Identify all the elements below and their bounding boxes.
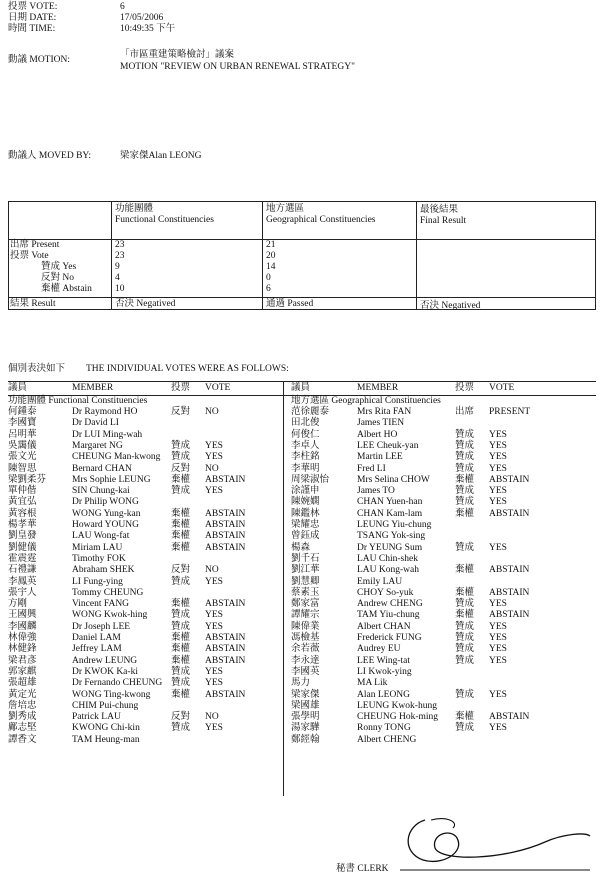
member-name-zh: 馬力 — [291, 678, 311, 689]
member-name-en: WONG Kwok-hing — [72, 610, 148, 621]
member-row — [0, 441, 600, 452]
member-name-zh: 鄺志堅 — [8, 723, 37, 734]
member-row — [0, 577, 600, 588]
final-result: 否決 Negatived — [420, 301, 481, 311]
vote-zh: 反對 — [171, 712, 191, 723]
vote-zh: 贊成 — [455, 621, 475, 632]
member-name-en: Dr Joseph LEE — [72, 621, 131, 632]
vote-en: ABSTAIN — [205, 508, 246, 519]
vote-zh: 贊成 — [455, 644, 475, 655]
member-row — [0, 430, 600, 441]
vote-en: YES — [205, 576, 223, 587]
member-name-en: Dr YEUNG Sum — [357, 542, 423, 553]
vote-en: ABSTAIN — [489, 508, 530, 519]
member-row — [0, 735, 600, 746]
member-row — [0, 644, 600, 655]
member-name-zh: 黃定光 — [8, 689, 37, 700]
member-name-en: WONG Yung-kan — [72, 508, 141, 519]
member-name-zh: 陳鑑林 — [291, 508, 320, 519]
vote-zh: 贊成 — [171, 486, 191, 497]
member-name-en: Fred LI — [357, 463, 386, 474]
vote-en: YES — [489, 723, 507, 734]
member-name-en: CHEUNG Hok-ming — [357, 712, 439, 723]
vote-zh: 反對 — [171, 407, 191, 417]
final-header-en: Final Result — [420, 216, 467, 226]
vote-en: YES — [489, 655, 507, 666]
member-name-zh: 鄭家富 — [291, 599, 320, 610]
member-name-zh: 涂謹申 — [291, 486, 320, 497]
vote-en: YES — [489, 497, 507, 508]
row-label-no: 反對 No — [41, 273, 74, 283]
member-row — [0, 531, 600, 542]
member-name-zh: 鄭經翰 — [291, 734, 320, 745]
member-name-zh: 林健鋒 — [8, 644, 37, 655]
member-name-zh: 李卓人 — [291, 440, 320, 451]
table-divider — [262, 202, 263, 309]
member-row — [0, 407, 600, 418]
member-row — [0, 633, 600, 644]
vote-en: NO — [205, 712, 219, 723]
member-name-zh: 劉千石 — [291, 553, 320, 564]
member-name-zh: 余若薇 — [291, 644, 320, 655]
member-name-en: Dr David LI — [72, 418, 119, 429]
member-name-zh: 梁國雄 — [291, 700, 320, 711]
member-name-en: LEUNG Yiu-chung — [357, 520, 432, 530]
vote-zh: 棄權 — [455, 712, 475, 723]
member-row — [0, 554, 600, 565]
member-name-zh: 張宇人 — [8, 587, 37, 598]
member-name-zh: 陳偉業 — [291, 621, 320, 632]
member-name-en: Tommy CHEUNG — [72, 587, 144, 598]
member-name-en: Albert HO — [357, 429, 398, 440]
member-row — [0, 452, 600, 463]
vote-en: YES — [205, 678, 223, 689]
member-row — [0, 678, 600, 689]
member-name-en: WONG Ting-kwong — [72, 689, 151, 700]
row-label-result: 結果 Result — [10, 299, 56, 309]
member-name-en: CHIM Pui-chung — [72, 700, 139, 711]
row-label-vote: 投票 Vote — [10, 251, 49, 261]
vote-zh: 反對 — [171, 463, 191, 474]
member-name-zh: 何俊仁 — [291, 429, 320, 440]
member-row — [0, 712, 600, 723]
fc-present: 23 — [115, 240, 125, 250]
member-name-zh: 王國興 — [8, 610, 37, 621]
member-name-en: Ronny TONG — [357, 723, 411, 734]
vote-zh: 贊成 — [171, 621, 191, 632]
member-name-zh: 劉健儀 — [8, 542, 37, 553]
member-name-en: LEUNG Kwok-hung — [357, 700, 437, 711]
member-name-zh: 譚耀宗 — [291, 610, 320, 621]
member-name-zh: 李國英 — [291, 666, 320, 677]
member-name-zh: 黃宜弘 — [8, 497, 37, 508]
member-name-zh: 梁家傑 — [291, 689, 320, 700]
member-name-zh: 劉秀成 — [8, 712, 37, 723]
motion-label: 動議 MOTION: — [8, 55, 71, 65]
clerk-signature — [395, 812, 595, 874]
vote-en: ABSTAIN — [205, 520, 246, 530]
member-name-zh: 湯家驊 — [291, 723, 320, 734]
member-name-en: TAM Yiu-chung — [357, 610, 420, 621]
vote-zh: 棄權 — [171, 474, 191, 485]
vote-zh: 棄權 — [455, 508, 475, 519]
vote-zh: 贊成 — [171, 452, 191, 463]
member-row — [0, 520, 600, 531]
votes-intro-en: THE INDIVIDUAL VOTES WERE AS FOLLOWS: — [86, 364, 289, 374]
col-vote-zh-left: 投票 — [171, 383, 191, 393]
member-name-en: CHOY So-yuk — [357, 587, 414, 598]
member-name-zh: 譚香文 — [8, 734, 37, 745]
member-name-zh: 李華明 — [291, 463, 320, 474]
fc-result: 否決 Negatived — [115, 299, 176, 309]
member-name-zh: 單仲偕 — [8, 486, 37, 497]
vote-zh: 贊成 — [171, 576, 191, 587]
member-name-en: Dr KWOK Ka-ki — [72, 666, 138, 677]
col-member-zh-left: 議員 — [8, 383, 28, 393]
member-name-zh: 陳婉嫻 — [291, 497, 320, 508]
member-name-zh: 蔡素玉 — [291, 587, 320, 598]
col-vote-zh-right: 投票 — [455, 383, 475, 393]
member-name-en: James TO — [357, 486, 395, 497]
member-name-en: CHAN Kam-lam — [357, 508, 423, 519]
member-name-zh: 曾鈺成 — [291, 531, 320, 542]
member-name-en: Dr LUI Ming-wah — [72, 429, 143, 440]
time-label: 時間 TIME: — [8, 24, 56, 34]
member-name-zh: 霍震霆 — [8, 553, 37, 564]
member-name-zh: 呂明華 — [8, 429, 37, 440]
vote-en: ABSTAIN — [205, 689, 246, 700]
vote-en: ABSTAIN — [489, 474, 530, 485]
member-row — [0, 599, 600, 610]
vote-zh: 贊成 — [171, 666, 191, 677]
fc-vote: 23 — [115, 251, 125, 261]
member-name-zh: 方剛 — [8, 599, 28, 610]
fc-no: 4 — [115, 273, 120, 283]
member-name-zh: 黃容根 — [8, 508, 37, 519]
vote-en: ABSTAIN — [489, 712, 530, 723]
member-name-zh: 劉慧卿 — [291, 576, 320, 587]
member-name-en: LI Kwok-ying — [357, 666, 412, 677]
member-name-zh: 楊孝華 — [8, 520, 37, 530]
vote-en: YES — [205, 440, 223, 451]
member-name-zh: 李國麟 — [8, 621, 37, 632]
member-row — [0, 610, 600, 621]
col-member-en-right: MEMBER — [357, 383, 399, 393]
vote-en: YES — [489, 644, 507, 655]
vote-en: YES — [489, 542, 507, 553]
vote-en: ABSTAIN — [205, 655, 246, 666]
member-name-en: Andrew LEUNG — [72, 655, 138, 666]
table-divider — [111, 202, 112, 309]
vote-zh: 贊成 — [455, 723, 475, 734]
member-row — [0, 667, 600, 678]
member-name-en: LAU Wong-fat — [72, 531, 130, 542]
vote-zh: 贊成 — [455, 497, 475, 508]
vote-zh: 贊成 — [455, 463, 475, 474]
member-name-zh: 吳靄儀 — [8, 440, 37, 451]
member-name-zh: 范徐麗泰 — [291, 407, 330, 417]
member-name-en: Bernard CHAN — [72, 463, 132, 474]
gc-yes: 14 — [266, 262, 276, 272]
row-label-abstain: 棄權 Abstain — [41, 284, 92, 294]
vote-zh: 棄權 — [171, 599, 191, 610]
vote-zh: 贊成 — [455, 689, 475, 700]
mover-label: 動議人 MOVED BY: — [8, 151, 92, 161]
vote-en: ABSTAIN — [205, 599, 246, 610]
member-name-zh: 劉江華 — [291, 565, 320, 576]
member-name-en: Alan LEONG — [357, 689, 411, 700]
member-row — [0, 418, 600, 429]
member-row — [0, 543, 600, 554]
member-row — [0, 701, 600, 712]
date-row — [8, 13, 163, 23]
vote-en: YES — [205, 723, 223, 734]
table-divider — [416, 202, 417, 309]
row-label-yes: 贊成 Yes — [41, 262, 77, 272]
vote-en: ABSTAIN — [489, 587, 530, 598]
gc-header-zh: 地方選區 — [266, 204, 305, 214]
vote-en: ABSTAIN — [205, 474, 246, 485]
row-label-present: 出席 Present — [10, 240, 60, 250]
vote-en: PRESENT — [489, 407, 531, 417]
member-name-zh: 陳智思 — [8, 463, 37, 474]
clerk-label: 秘書 CLERK — [336, 864, 389, 874]
member-name-en: LAU Chin-shek — [357, 553, 418, 564]
vote-zh: 贊成 — [455, 633, 475, 643]
member-row — [0, 622, 600, 633]
member-name-zh: 梁劉柔芬 — [8, 474, 47, 485]
member-name-zh: 梁君彥 — [8, 655, 37, 666]
member-name-zh: 何鍾泰 — [8, 407, 37, 417]
member-name-zh: 李永達 — [291, 655, 320, 666]
member-name-en: Abraham SHEK — [72, 565, 135, 576]
vote-zh: 棄權 — [455, 587, 475, 598]
vote-number-row — [8, 2, 125, 12]
member-name-zh: 梁耀忠 — [291, 520, 320, 530]
vote-en: YES — [205, 610, 223, 621]
member-name-en: Dr Philip WONG — [72, 497, 139, 508]
vote-zh: 贊成 — [455, 486, 475, 497]
vote-label: 投票 VOTE: — [8, 2, 58, 12]
vote-zh: 贊成 — [455, 440, 475, 451]
member-name-en: LEE Cheuk-yan — [357, 440, 419, 451]
vote-en: YES — [489, 429, 507, 440]
member-name-zh: 馮檢基 — [291, 633, 320, 643]
vote-en: YES — [489, 599, 507, 610]
member-name-zh: 李鳳英 — [8, 576, 37, 587]
member-row — [0, 690, 600, 701]
member-name-en: CHEUNG Man-kwong — [72, 452, 161, 463]
section-functional: 功能團體 Functional Constituencies — [8, 396, 148, 406]
vote-en: YES — [489, 463, 507, 474]
gc-present: 21 — [266, 240, 276, 250]
member-row — [0, 656, 600, 667]
fc-abstain: 10 — [115, 284, 125, 294]
vote-en: NO — [205, 407, 219, 417]
gc-vote: 20 — [266, 251, 276, 261]
vote-zh: 贊成 — [455, 599, 475, 610]
summary-table — [8, 201, 596, 310]
vote-en: YES — [205, 621, 223, 632]
member-name-en: Howard YOUNG — [72, 520, 139, 530]
vote-zh: 棄權 — [171, 531, 191, 542]
member-name-zh: 楊森 — [291, 542, 311, 553]
table-divider — [9, 297, 595, 298]
member-name-en: Miriam LAU — [72, 542, 123, 553]
vote-en: ABSTAIN — [489, 565, 530, 576]
vote-en: YES — [489, 486, 507, 497]
vote-zh: 棄權 — [171, 644, 191, 655]
vote-zh: 棄權 — [455, 474, 475, 485]
member-row — [0, 723, 600, 734]
member-name-en: Frederick FUNG — [357, 633, 422, 643]
member-name-en: LEE Wing-tat — [357, 655, 410, 666]
member-row — [0, 486, 600, 497]
votes-header — [8, 381, 596, 395]
vote-en: ABSTAIN — [489, 610, 530, 621]
vote-zh: 棄權 — [171, 655, 191, 666]
member-name-zh: 劉皇發 — [8, 531, 37, 542]
member-name-en: Mrs Selina CHOW — [357, 474, 430, 485]
col-member-en-left: MEMBER — [72, 383, 114, 393]
member-name-en: Audrey EU — [357, 644, 401, 655]
vote-zh: 棄權 — [455, 610, 475, 621]
mover-value: 梁家傑Alan LEONG — [120, 151, 202, 161]
member-row — [0, 464, 600, 475]
member-name-en: Albert CHENG — [357, 734, 417, 745]
col-vote-en-left: VOTE — [205, 383, 231, 393]
motion-title-zh: 「市區重建策略檢討」議案 — [120, 50, 235, 60]
member-name-zh: 張文光 — [8, 452, 37, 463]
fc-header-en: Functional Constituencies — [115, 215, 214, 225]
vote-en: ABSTAIN — [205, 531, 246, 542]
time-row — [8, 24, 175, 34]
vote-en: YES — [489, 689, 507, 700]
member-name-en: Andrew CHENG — [357, 599, 423, 610]
member-name-en: TAM Heung-man — [72, 734, 140, 745]
member-name-zh: 林偉強 — [8, 633, 37, 643]
vote-zh: 棄權 — [171, 689, 191, 700]
member-name-en: Dr Raymond HO — [72, 407, 138, 417]
vote-zh: 棄權 — [171, 520, 191, 530]
member-row — [0, 497, 600, 508]
member-row — [0, 509, 600, 520]
member-name-zh: 石禮謙 — [8, 565, 37, 576]
vote-en: YES — [489, 633, 507, 643]
fc-yes: 9 — [115, 262, 120, 272]
vote-en: YES — [205, 666, 223, 677]
member-name-en: LI Fung-ying — [72, 576, 123, 587]
member-name-zh: 田北俊 — [291, 418, 320, 429]
member-name-en: CHAN Yuen-han — [357, 497, 423, 508]
member-name-zh: 李國寶 — [8, 418, 37, 429]
vote-zh: 贊成 — [171, 678, 191, 689]
member-name-en: Timothy FOK — [72, 553, 126, 564]
time-value: 10:49:35 下午 — [120, 24, 176, 34]
vote-en: ABSTAIN — [205, 542, 246, 553]
fc-header-zh: 功能團體 — [115, 204, 154, 214]
vote-zh: 棄權 — [171, 508, 191, 519]
date-value: 17/05/2006 — [120, 13, 164, 23]
vote-en: YES — [205, 486, 223, 497]
table-divider — [9, 239, 595, 240]
member-name-en: Mrs Rita FAN — [357, 407, 412, 417]
member-name-en: Albert CHAN — [357, 621, 411, 632]
vote-zh: 贊成 — [171, 723, 191, 734]
member-name-zh: 郭家麒 — [8, 666, 37, 677]
vote-en: YES — [489, 452, 507, 463]
date-label: 日期 DATE: — [8, 13, 57, 23]
header-rule — [8, 381, 596, 382]
member-name-en: James TIEN — [357, 418, 405, 429]
member-name-en: Margaret NG — [72, 440, 123, 451]
member-row — [0, 475, 600, 486]
vote-zh: 贊成 — [455, 429, 475, 440]
vote-zh: 棄權 — [171, 542, 191, 553]
vote-zh: 贊成 — [455, 452, 475, 463]
member-name-en: SIN Chung-kai — [72, 486, 130, 497]
member-name-en: Patrick LAU — [72, 712, 121, 723]
motion-title-en: MOTION "REVIEW ON URBAN RENEWAL STRATEGY" — [120, 62, 355, 72]
member-name-zh: 詹培忠 — [8, 700, 37, 711]
member-name-en: Jeffrey LAM — [72, 644, 122, 655]
vote-en: NO — [205, 463, 219, 474]
col-member-zh-right: 議員 — [291, 383, 311, 393]
member-name-en: Mrs Sophie LEUNG — [72, 474, 151, 485]
section-geographical: 地方選區 Geographical Constituencies — [291, 396, 441, 406]
vote-en: YES — [489, 440, 507, 451]
vote-en: ABSTAIN — [205, 644, 246, 655]
member-name-en: Daniel LAM — [72, 633, 121, 643]
member-name-zh: 張學明 — [291, 712, 320, 723]
gc-header-en: Geographical Constituencies — [266, 215, 376, 225]
vote-zh: 贊成 — [171, 440, 191, 451]
vote-en: NO — [205, 565, 219, 576]
vote-zh: 贊成 — [455, 542, 475, 553]
vote-zh: 贊成 — [455, 655, 475, 666]
member-name-en: Dr Fernando CHEUNG — [72, 678, 163, 689]
vote-zh: 出席 — [455, 407, 475, 417]
votes-intro-zh: 個別表決如下 — [8, 364, 66, 374]
member-name-en: MA Lik — [357, 678, 388, 689]
vote-en: YES — [489, 621, 507, 632]
vote-zh: 棄權 — [455, 565, 475, 576]
member-name-en: Martin LEE — [357, 452, 403, 463]
member-name-en: KWONG Chi-kin — [72, 723, 140, 734]
member-name-zh: 周梁淑怡 — [291, 474, 330, 485]
member-name-zh: 張超雄 — [8, 678, 37, 689]
vote-en: ABSTAIN — [205, 633, 246, 643]
vote-value: 6 — [120, 2, 125, 12]
gc-no: 0 — [266, 273, 271, 283]
member-name-en: Emily LAU — [357, 576, 403, 587]
final-header-zh: 最後結果 — [420, 205, 459, 215]
vote-zh: 反對 — [171, 565, 191, 576]
member-name-en: TSANG Yok-sing — [357, 531, 426, 542]
member-name-en: LAU Kong-wah — [357, 565, 420, 576]
col-vote-en-right: VOTE — [489, 383, 515, 393]
member-row — [0, 565, 600, 576]
vote-zh: 棄權 — [171, 633, 191, 643]
gc-result: 通過 Passed — [266, 299, 314, 309]
member-name-en: Vincent FANG — [72, 599, 130, 610]
vote-en: YES — [205, 452, 223, 463]
member-name-zh: 李柱銘 — [291, 452, 320, 463]
member-row — [0, 588, 600, 599]
gc-abstain: 6 — [266, 284, 271, 294]
vote-zh: 贊成 — [171, 610, 191, 621]
